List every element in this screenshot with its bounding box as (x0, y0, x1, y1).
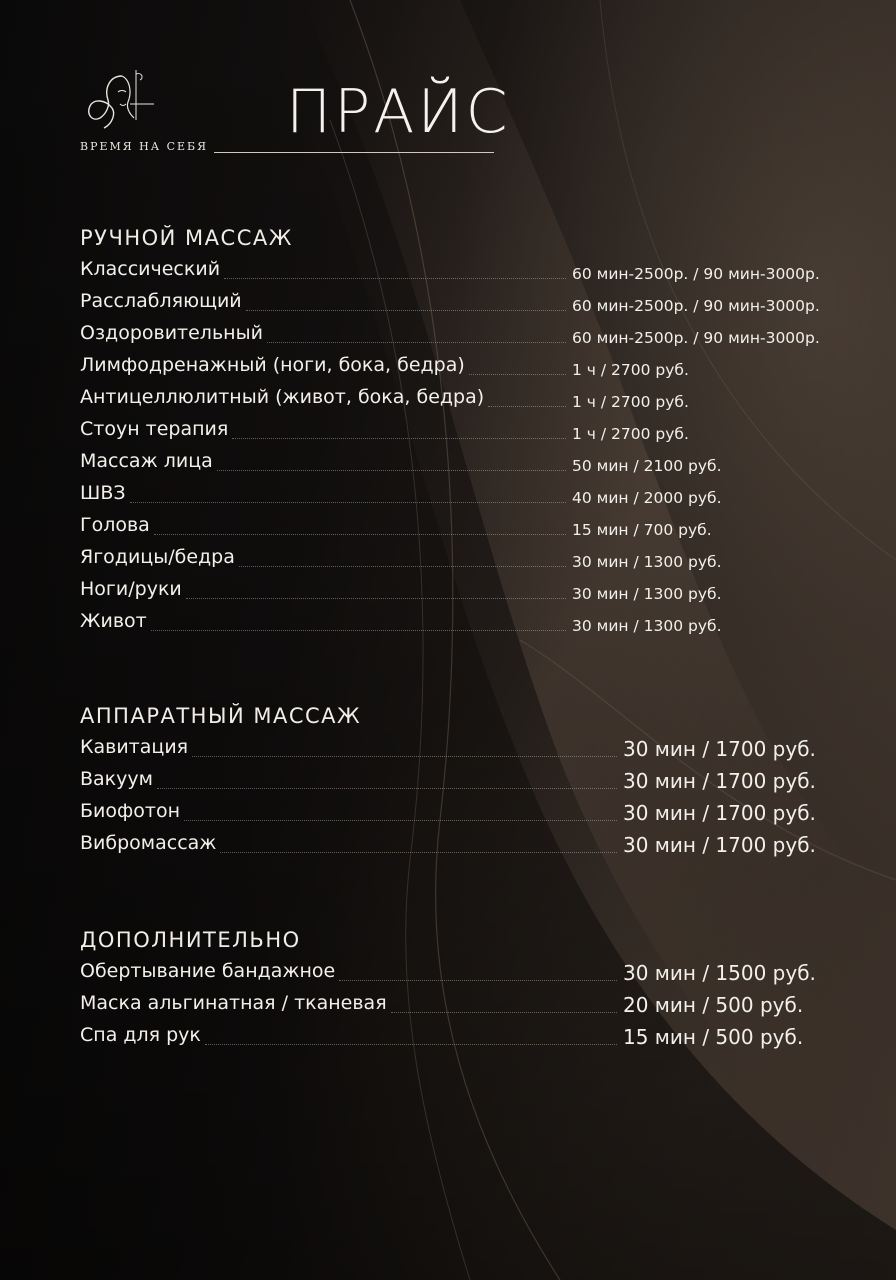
service-name: Ягодицы/бедра (80, 546, 235, 568)
price-row (80, 448, 870, 480)
service-name: Живот (80, 610, 147, 632)
face-line-art-icon (82, 70, 162, 136)
service-price: 50 мин / 2100 руб. (572, 457, 722, 475)
section-title: РУЧНОЙ МАССАЖ (80, 226, 293, 250)
service-price: 30 мин / 1700 руб. (623, 769, 816, 793)
price-row (80, 608, 870, 640)
service-name: Маска альгинатная / тканевая (80, 992, 387, 1014)
dotted-leader (186, 598, 566, 599)
price-row (80, 256, 870, 288)
service-price: 15 мин / 500 руб. (623, 1025, 804, 1049)
price-row (80, 958, 840, 990)
service-price: 15 мин / 700 руб. (572, 521, 712, 539)
section-title: ДОПОЛНИТЕЛЬНО (80, 928, 301, 952)
service-price: 30 мин / 1700 руб. (623, 737, 816, 761)
price-row (80, 990, 840, 1022)
dotted-leader (192, 756, 617, 757)
service-price: 30 мин / 1300 руб. (572, 617, 722, 635)
dotted-leader (217, 470, 566, 471)
dotted-leader (469, 374, 566, 375)
price-row (80, 576, 870, 608)
service-price: 30 мин / 1300 руб. (572, 585, 722, 603)
service-price: 60 мин-2500р. / 90 мин-3000р. (572, 297, 820, 315)
service-name: Оздоровительный (80, 322, 263, 344)
dotted-leader (239, 566, 566, 567)
dotted-leader (184, 820, 617, 821)
section-hardware-massage (80, 704, 840, 862)
price-row (80, 512, 870, 544)
service-name: Биофотон (80, 800, 180, 822)
price-row (80, 288, 870, 320)
title-underline (214, 152, 494, 153)
service-name: Голова (80, 514, 150, 536)
dotted-leader (488, 406, 566, 407)
service-price: 1 ч / 2700 руб. (572, 425, 689, 443)
service-name: Вакуум (80, 768, 153, 790)
service-price: 40 мин / 2000 руб. (572, 489, 722, 507)
service-price: 30 мин / 1700 руб. (623, 833, 816, 857)
price-row (80, 766, 840, 798)
logo-caption: ВРЕМЯ НА СЕБЯ (80, 140, 208, 153)
service-price: 1 ч / 2700 руб. (572, 393, 689, 411)
price-row (80, 734, 840, 766)
service-name: Обертывание бандажное (80, 960, 336, 982)
price-row (80, 544, 870, 576)
price-row (80, 480, 870, 512)
dotted-leader (157, 788, 617, 789)
price-row (80, 830, 840, 862)
service-name: Кавитация (80, 736, 189, 758)
dotted-leader (232, 438, 566, 439)
section-title: АППАРАТНЫЙ МАССАЖ (80, 704, 362, 728)
dotted-leader (220, 852, 617, 853)
service-name: Антицеллюлитный (живот, бока, бедра) (80, 386, 485, 408)
section-manual-massage (80, 226, 870, 640)
service-name: Вибромассаж (80, 832, 217, 854)
service-name: Ноги/руки (80, 578, 182, 600)
dotted-leader (339, 980, 617, 981)
price-row (80, 798, 840, 830)
dotted-leader (151, 630, 566, 631)
dotted-leader (224, 278, 566, 279)
dotted-leader (391, 1012, 617, 1013)
service-name: ШВЗ (80, 482, 126, 504)
service-price: 60 мин-2500р. / 90 мин-3000р. (572, 265, 820, 283)
price-row (80, 352, 870, 384)
dotted-leader (154, 534, 566, 535)
service-name: Стоун терапия (80, 418, 229, 440)
dotted-leader (205, 1044, 617, 1045)
service-price: 30 мин / 1300 руб. (572, 553, 722, 571)
service-name: Классический (80, 258, 221, 280)
price-row (80, 320, 870, 352)
dotted-leader (267, 342, 566, 343)
dotted-leader (246, 310, 566, 311)
dotted-leader (130, 502, 566, 503)
service-price: 20 мин / 500 руб. (623, 993, 804, 1017)
service-name: Массаж лица (80, 450, 213, 472)
service-name: Спа для рук (80, 1024, 201, 1046)
price-row (80, 416, 870, 448)
price-row (80, 384, 870, 416)
salon-logo (80, 70, 210, 160)
service-price: 60 мин-2500р. / 90 мин-3000р. (572, 329, 820, 347)
service-name: Расслабляющий (80, 290, 242, 312)
service-name: Лимфодренажный (ноги, бока, бедра) (80, 354, 465, 376)
service-price: 30 мин / 1500 руб. (623, 961, 816, 985)
service-price: 1 ч / 2700 руб. (572, 361, 689, 379)
page-title: ПРАЙС (286, 77, 511, 147)
price-row (80, 1022, 840, 1054)
service-price: 30 мин / 1700 руб. (623, 801, 816, 825)
section-additional (80, 928, 840, 1054)
